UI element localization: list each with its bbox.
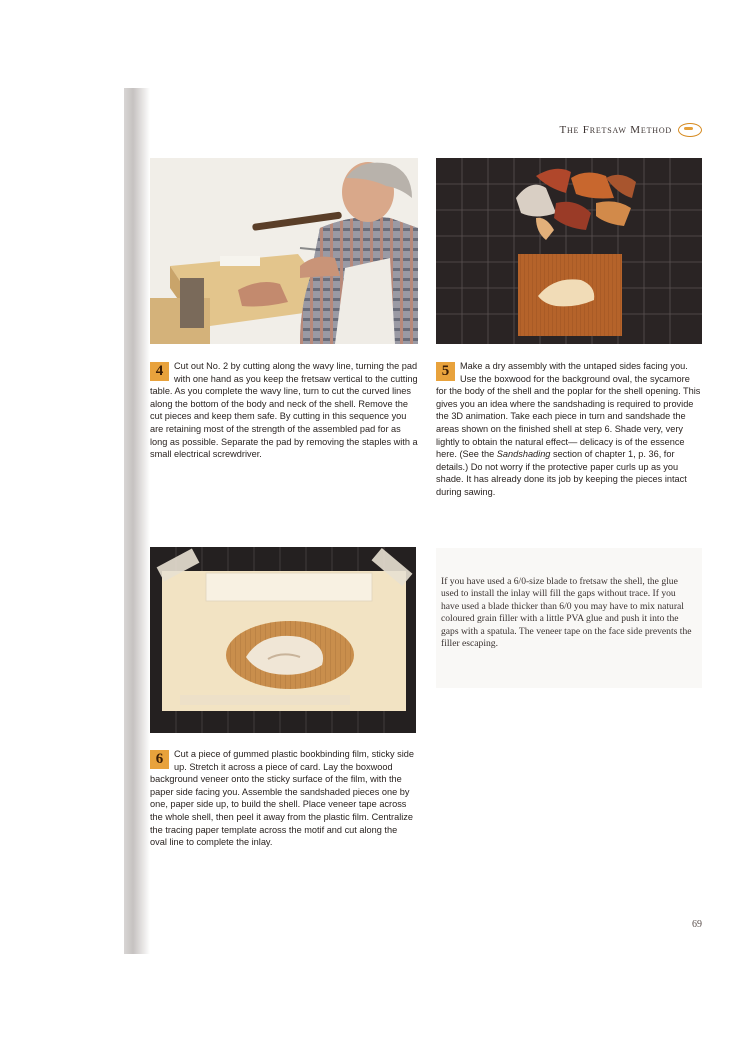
chapter-title: The Fretsaw Method bbox=[559, 124, 672, 136]
step-4-instructions bbox=[150, 360, 418, 461]
step-4-text: Cut out No. 2 by cutting along the wavy line, turning the pad with one hand as you keep the fretsaw vertical to the cutting table. As you complete the wavy line, turn to cut the curved lines along the bottom of the body and neck of the shell. Remove the cut pieces and keep them safe. By cutting in this sequence you are retaining most of the strength of the assembled pad for as long as possible. Separate the pad by removing the staples with a small electrical screwdriver. bbox=[150, 361, 418, 460]
fretsaw-photo-illustration bbox=[150, 158, 418, 344]
filler-note-box bbox=[436, 548, 702, 688]
sandshading-reference: Sandshading bbox=[496, 449, 551, 460]
dry-assembly-photo-illustration bbox=[436, 158, 702, 344]
shell-emblem-icon bbox=[678, 123, 702, 137]
step-number-badge: 4 bbox=[150, 362, 169, 381]
filler-note-text: If you have used a 6/0-size blade to fretsaw the shell, the glue used to install the inlay will fill the gaps without trace. If you have used a blade thicker than 6/0 you may have to mix natural coloured grain filler with a little PVA glue and push it into the gaps with a spatula. The veneer tape on the face side prevents the filler escaping. bbox=[441, 576, 692, 650]
photo-assembled-inlay bbox=[150, 547, 416, 733]
step-6-text: Cut a piece of gummed plastic bookbinding film, sticky side up. Stretch it across a piece of card. Lay the boxwood background veneer onto the sticky surface of the film, with the paper side facing you. Assemble the sandshaded pieces one by one, paper side up, to build the shell. Place veneer tape across the whole shell, then peel it away from the plastic film. Centralize the tracing paper template across the motif and cut along the oval line to complete the inlay. bbox=[150, 749, 415, 848]
running-header bbox=[559, 123, 702, 137]
book-spine-shadow bbox=[124, 88, 150, 954]
step-6-instructions bbox=[150, 748, 416, 849]
step-5-text bbox=[436, 360, 702, 499]
step-5-instructions bbox=[436, 360, 702, 499]
photo-fretsaw-cutting bbox=[150, 158, 418, 344]
step-5-text-part2: section of chapter 1, p. 36, for details.) Do not worry if the protective paper curls up as you shade. It has already done its job by keeping the pieces intact during sawing. bbox=[436, 449, 687, 497]
page-number: 69 bbox=[692, 919, 702, 930]
photo-dry-assembly bbox=[436, 158, 702, 344]
step-number-badge: 5 bbox=[436, 362, 455, 381]
step-5-text-part1: Make a dry assembly with the untaped sides facing you. Use the boxwood for the background oval, the sycamore for the body of the shell and the poplar for the shell opening. This gives you an idea where the sandshading is required to provide the 3D animation. Take each piece in turn and sandshade the areas shown on the finished shell at step 6. Shade very, very lightly to obtain the natural effect— delicacy is of the essence here. (See the bbox=[436, 361, 701, 460]
step-number-badge: 6 bbox=[150, 750, 169, 769]
assembled-inlay-photo-illustration bbox=[150, 547, 416, 733]
